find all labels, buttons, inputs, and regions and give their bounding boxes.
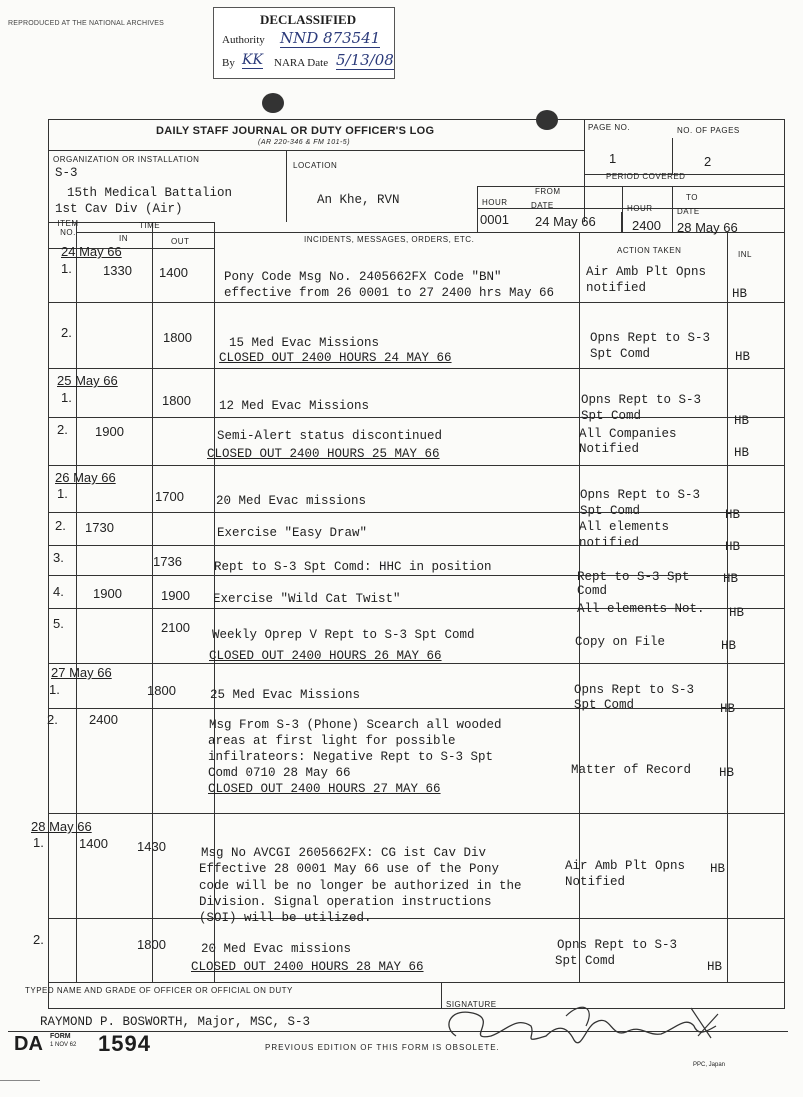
to-hour-label: HOUR — [627, 204, 653, 213]
date-heading-24: 24 May 66 — [61, 244, 122, 259]
e9-initials: HB — [721, 639, 737, 653]
punch-hole-left — [262, 93, 284, 113]
e2-action-2: Spt Comd — [590, 347, 651, 361]
e12-item: 1. — [33, 835, 44, 850]
e11-text-3: infilrateors: Negative Rept to S-3 Spt — [208, 750, 494, 764]
e11-text-5: CLOSED OUT 2400 HOURS 27 MAY 66 — [208, 782, 441, 796]
e5-item: 1. — [57, 486, 68, 501]
e12-text-1: Msg No AVCGI 2605662FX: CG ist Cav Div — [201, 846, 487, 860]
e13-item: 2. — [33, 932, 44, 947]
e8-in: 1900 — [93, 586, 122, 601]
typed-name-label: TYPED NAME AND GRADE OF OFFICER OR OFFICIAL ON DUTY — [25, 986, 293, 995]
e1-action-1: Air Amb Plt Opns — [586, 265, 707, 279]
e9-item: 5. — [53, 616, 64, 631]
to-label: TO — [686, 193, 698, 202]
e7-action-2: Comd — [577, 584, 608, 598]
e5-out: 1700 — [155, 489, 184, 504]
declassified-stamp — [213, 7, 395, 79]
e12-text-5: (SOI) will be utilized. — [199, 911, 372, 925]
e1-initials: HB — [732, 287, 748, 301]
e11-text-2: areas at first light for possible — [208, 734, 456, 748]
e13-text-1: 20 Med Evac missions — [201, 942, 352, 956]
form-date: 1 NOV 62 — [50, 1042, 77, 1048]
declassified-title: DECLASSIFIED — [260, 12, 357, 27]
e3-initials: HB — [734, 414, 750, 428]
e2-action-1: Opns Rept to S-3 — [590, 331, 711, 345]
e2-initials: HB — [735, 350, 751, 364]
form-da: DA — [14, 1033, 43, 1055]
org-line-3: 1st Cav Div (Air) — [55, 202, 183, 216]
e4-item: 2. — [57, 422, 68, 437]
e11-text-1: Msg From S-3 (Phone) Scearch all wooded — [209, 718, 502, 732]
pages-total-value: 2 — [704, 154, 712, 169]
inl-label: INL — [738, 250, 752, 259]
duty-log-form — [25, 119, 785, 1009]
e12-text-2: Effective 28 0001 May 66 use of the Pony — [199, 862, 500, 876]
e7-initials: HB — [723, 572, 739, 586]
e8-out: 1900 — [161, 588, 190, 603]
org-label: ORGANIZATION OR INSTALLATION — [53, 155, 200, 164]
location-value: An Khe, RVN — [317, 193, 400, 207]
e3-out: 1800 — [162, 393, 191, 408]
time-label: TIME — [139, 221, 161, 230]
nara-date-label: NARA Date — [274, 57, 329, 69]
e2-text-1: 15 Med Evac Missions — [229, 336, 380, 350]
action-label: ACTION TAKEN — [617, 246, 682, 255]
e4-text-1: Semi-Alert status discontinued — [217, 429, 443, 443]
e13-out: 1800 — [137, 937, 166, 952]
e12-action-1: Air Amb Plt Opns — [565, 859, 686, 873]
e7-text-1: Rept to S-3 Spt Comd: HHC in position — [214, 560, 492, 574]
e11-text-4: Comd 0710 28 May 66 — [208, 766, 351, 780]
e13-initials: HB — [707, 960, 723, 974]
e2-out: 1800 — [163, 330, 192, 345]
e9-text-2: CLOSED OUT 2400 HOURS 26 MAY 66 — [209, 649, 442, 663]
e12-out: 1430 — [137, 839, 166, 854]
e11-item: 2. — [47, 712, 58, 727]
e6-initials: HB — [725, 540, 741, 554]
e9-text-1: Weekly Oprep V Rept to S-3 Spt Comd — [212, 628, 475, 642]
form-label: FORM — [50, 1033, 71, 1040]
e2-text-2: CLOSED OUT 2400 HOURS 24 MAY 66 — [219, 351, 452, 365]
e6-action-1: All elements — [579, 520, 670, 534]
period-label: PERIOD COVERED — [606, 172, 686, 181]
printer-note: PPC, Japan — [693, 1062, 726, 1068]
e13-text-2: CLOSED OUT 2400 HOURS 28 MAY 66 — [191, 960, 424, 974]
from-hour-value: 0001 — [480, 212, 509, 227]
archives-note: REPRODUCED AT THE NATIONAL ARCHIVES — [8, 20, 164, 27]
e12-text-4: Division. Signal operation instructions — [199, 895, 492, 909]
date-heading-25: 25 May 66 — [57, 373, 118, 388]
authority-label: Authority — [222, 34, 265, 46]
page-no-label: PAGE NO. — [588, 123, 631, 132]
e4-in: 1900 — [95, 424, 124, 439]
e12-action-2: Notified — [565, 875, 626, 889]
e10-out: 1800 — [147, 683, 176, 698]
e1-text-1: Pony Code Msg No. 2405662FX Code "BN" — [224, 270, 502, 284]
e12-in: 1400 — [79, 836, 108, 851]
location-label: LOCATION — [293, 161, 338, 170]
e8-text-1: Exercise "Wild Cat Twist" — [213, 592, 401, 606]
form-number: 1594 — [98, 1031, 151, 1056]
e13-action-2: Spt Comd — [555, 954, 616, 968]
e5-action-1: Opns Rept to S-3 — [580, 488, 701, 502]
form-title: DAILY STAFF JOURNAL OR DUTY OFFICER'S LOG — [156, 125, 435, 137]
out-label: OUT — [171, 237, 190, 246]
to-date-value: 28 May 66 — [677, 220, 738, 235]
e3-action-2: Spt Comd — [581, 409, 642, 423]
e10-action-2: Spt Comd — [574, 698, 635, 712]
e4-action-1: All Companies — [579, 427, 677, 441]
to-hour-value: 2400 — [632, 218, 661, 233]
e9-action-1: Copy on File — [575, 635, 666, 649]
e10-action-1: Opns Rept to S-3 — [574, 683, 695, 697]
date-heading-27: 27 May 66 — [51, 665, 112, 680]
org-line-1: S-3 — [55, 166, 78, 180]
e10-text-1: 25 Med Evac Missions — [210, 688, 361, 702]
e10-initials: HB — [720, 702, 736, 716]
pages-total-label: NO. OF PAGES — [677, 126, 740, 135]
e7-out: 1736 — [153, 554, 182, 569]
org-line-2: 15th Medical Battalion — [67, 186, 233, 200]
e13-action-1: Opns Rept to S-3 — [557, 938, 678, 952]
to-date-label: DATE — [677, 207, 700, 216]
e5-action-2: Spt Comd — [580, 504, 641, 518]
by-label: By — [222, 57, 235, 69]
e5-text-1: 20 Med Evac missions — [216, 494, 367, 508]
e3-item: 1. — [61, 390, 72, 405]
e3-action-1: Opns Rept to S-3 — [581, 393, 702, 407]
form-regulation: (AR 220-346 & FM 101-5) — [258, 139, 351, 146]
e2-item: 2. — [61, 325, 72, 340]
from-label: FROM — [535, 187, 561, 196]
e1-action-2: notified — [586, 281, 647, 295]
from-date-value: 24 May 66 — [535, 214, 596, 229]
from-date-label: DATE — [531, 201, 554, 210]
e8-item: 4. — [53, 584, 64, 599]
e10-item: 1. — [49, 682, 60, 697]
e5-initials: HB — [725, 508, 741, 522]
date-heading-26: 26 May 66 — [55, 470, 116, 485]
e6-text-1: Exercise "Easy Draw" — [217, 526, 368, 540]
e6-item: 2. — [55, 518, 66, 533]
signature-label: SIGNATURE — [446, 1000, 497, 1009]
incidents-label: INCIDENTS, MESSAGES, ORDERS, ETC. — [304, 235, 475, 244]
officer-name: RAYMOND P. BOSWORTH, Major, MSC, S-3 — [40, 1015, 311, 1029]
e4-text-2: CLOSED OUT 2400 HOURS 25 MAY 66 — [207, 447, 440, 461]
e4-initials: HB — [734, 446, 750, 460]
e12-text-3: code will be no longer be authorized in the — [199, 879, 522, 893]
e12-initials: HB — [710, 862, 726, 876]
from-hour-label: HOUR — [482, 198, 508, 207]
authority-value: NND 873541 — [280, 29, 381, 47]
e1-in: 1330 — [103, 263, 132, 278]
by-value: KK — [242, 52, 263, 68]
e11-action-1: Matter of Record — [571, 763, 692, 777]
e6-action-2: notified — [579, 536, 640, 550]
e11-in: 2400 — [89, 712, 118, 727]
e7-action-1: Rept to S-3 Spt — [577, 570, 690, 584]
e1-out: 1400 — [159, 265, 188, 280]
nara-date-value: 5/13/08 — [336, 51, 394, 69]
e9-out: 2100 — [161, 620, 190, 635]
item-no-label: ITEM NO. — [57, 219, 79, 237]
e4-action-2: Notified — [579, 442, 640, 456]
e8-initials: HB — [729, 606, 745, 620]
e1-item: 1. — [61, 261, 72, 276]
e1-text-2: effective from 26 0001 to 27 2400 hrs May 66 — [224, 286, 555, 300]
date-heading-28: 28 May 66 — [31, 819, 92, 834]
e11-initials: HB — [719, 766, 735, 780]
e6-in: 1730 — [85, 520, 114, 535]
in-label: IN — [119, 234, 128, 243]
page-no-value: 1 — [609, 151, 617, 166]
e8-action-1: All elements Not. — [577, 602, 705, 616]
e3-text-1: 12 Med Evac Missions — [219, 399, 370, 413]
previous-edition-note: PREVIOUS EDITION OF THIS FORM IS OBSOLETE. — [265, 1043, 500, 1052]
e7-item: 3. — [53, 550, 64, 565]
